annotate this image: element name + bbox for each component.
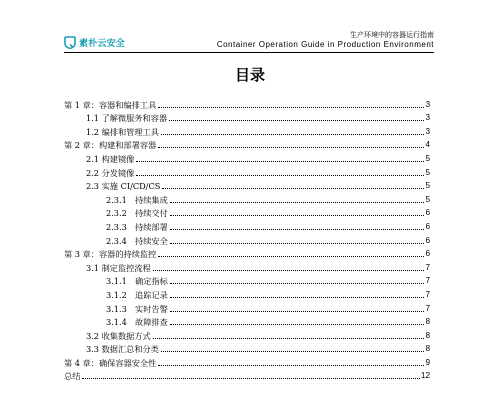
toc-entry-page: 3 bbox=[425, 113, 430, 123]
toc-entry-label: 2.1 构建镜像 bbox=[86, 153, 135, 164]
toc-entry-page: 3 bbox=[425, 99, 430, 109]
toc-entry[interactable] bbox=[64, 259, 430, 273]
toc-leader-dots bbox=[158, 365, 424, 366]
document-title bbox=[217, 31, 434, 50]
toc-entry[interactable] bbox=[64, 368, 430, 382]
toc-leader-dots bbox=[82, 378, 420, 379]
toc-entry-page: 7 bbox=[425, 289, 430, 299]
toc-entry[interactable] bbox=[64, 96, 430, 110]
toc-entry-label: 第 4 章：确保容器安全性 bbox=[64, 357, 157, 368]
toc-entry-label: 2.3.1 持续集成 bbox=[106, 194, 168, 205]
toc-leader-dots bbox=[169, 120, 424, 121]
toc-entry-page: 5 bbox=[425, 167, 430, 177]
toc-entry-page: 3 bbox=[425, 126, 430, 136]
table-of-contents bbox=[64, 96, 430, 381]
toc-entry-label: 3.1.1 确定指标 bbox=[106, 276, 168, 287]
toc-leader-dots bbox=[170, 215, 425, 216]
header-divider bbox=[64, 52, 434, 53]
toc-entry-label: 3.1 制定监控流程 bbox=[86, 262, 151, 273]
toc-leader-dots bbox=[153, 338, 425, 339]
toc-leader-dots bbox=[136, 175, 424, 176]
toc-leader-dots bbox=[170, 283, 425, 284]
toc-entry[interactable] bbox=[64, 232, 430, 246]
toc-entry-label: 3.2 收集数据方式 bbox=[86, 330, 151, 341]
toc-leader-dots bbox=[170, 243, 425, 244]
toc-entry-label: 2.3.2 持续交付 bbox=[106, 208, 168, 219]
toc-entry[interactable] bbox=[64, 123, 430, 137]
toc-entry-page: 8 bbox=[425, 344, 430, 354]
toc-entry[interactable] bbox=[64, 286, 430, 300]
toc-entry[interactable] bbox=[64, 327, 430, 341]
toc-entry-label: 第 1 章：容器和编排工具 bbox=[64, 99, 157, 110]
toc-entry-label: 2.3.3 持续部署 bbox=[106, 221, 168, 232]
toc-leader-dots bbox=[170, 202, 425, 203]
toc-entry-page: 7 bbox=[425, 303, 430, 313]
toc-leader-dots bbox=[158, 107, 424, 108]
toc-entry[interactable] bbox=[64, 341, 430, 355]
toc-entry-label: 1.2 编排和管理工具 bbox=[86, 126, 159, 137]
toc-entry-label: 总结 bbox=[64, 371, 81, 382]
toc-leader-dots bbox=[161, 134, 425, 135]
toc-entry-label: 2.3 实施 CI/CD/CS bbox=[86, 181, 161, 192]
toc-leader-dots bbox=[170, 229, 425, 230]
toc-leader-dots bbox=[170, 297, 425, 298]
toc-entry-page: 5 bbox=[425, 194, 430, 204]
toc-entry-page: 8 bbox=[425, 317, 430, 327]
toc-entry[interactable] bbox=[64, 205, 430, 219]
document-title-cn: 生产环境中的容器运行指南 bbox=[350, 31, 434, 39]
toc-entry-label: 3.3 数据汇总和分类 bbox=[86, 344, 159, 355]
toc-leader-dots bbox=[161, 351, 425, 352]
shield-logo-icon bbox=[64, 36, 76, 49]
toc-entry-page: 7 bbox=[425, 276, 430, 286]
toc-entry[interactable] bbox=[64, 273, 430, 287]
toc-entry[interactable] bbox=[64, 110, 430, 124]
toc-entry[interactable] bbox=[64, 178, 430, 192]
toc-entry-label: 3.1.2 追踪记录 bbox=[106, 289, 168, 300]
toc-leader-dots bbox=[158, 256, 424, 257]
toc-leader-dots bbox=[162, 188, 424, 189]
toc-entry-page: 7 bbox=[425, 262, 430, 272]
toc-leader-dots bbox=[170, 324, 425, 325]
toc-entry-page: 4 bbox=[425, 140, 430, 150]
toc-entry[interactable] bbox=[64, 150, 430, 164]
toc-entry[interactable] bbox=[64, 164, 430, 178]
toc-entry[interactable] bbox=[64, 218, 430, 232]
toc-entry-label: 2.2 分发镜像 bbox=[86, 167, 135, 178]
toc-entry-page: 8 bbox=[425, 330, 430, 340]
toc-entry-page: 6 bbox=[425, 235, 430, 245]
brand-logo bbox=[64, 36, 125, 49]
toc-entry[interactable] bbox=[64, 314, 430, 328]
toc-entry-label: 第 2 章：构建和部署容器 bbox=[64, 140, 157, 151]
toc-entry-page: 6 bbox=[425, 208, 430, 218]
toc-entry-page: 12 bbox=[420, 371, 430, 381]
page-header bbox=[0, 0, 500, 52]
toc-heading: 目录 bbox=[234, 66, 265, 84]
toc-entry-page: 6 bbox=[425, 221, 430, 231]
logo-text: 素朴云安全 bbox=[79, 39, 126, 49]
toc-leader-dots bbox=[158, 147, 424, 148]
toc-entry-label: 3.1.3 实时告警 bbox=[106, 303, 168, 314]
toc-entry[interactable] bbox=[64, 137, 430, 151]
toc-entry[interactable] bbox=[64, 191, 430, 205]
toc-entry[interactable] bbox=[64, 300, 430, 314]
toc-leader-dots bbox=[136, 161, 424, 162]
toc-entry-page: 9 bbox=[425, 357, 430, 367]
toc-entry-page: 5 bbox=[425, 153, 430, 163]
toc-leader-dots bbox=[153, 270, 425, 271]
toc-entry-label: 3.1.4 故障排查 bbox=[106, 317, 168, 328]
toc-leader-dots bbox=[170, 311, 425, 312]
document-title-en: Container Operation Guide in Production Environment bbox=[216, 40, 434, 49]
toc-entry-page: 5 bbox=[425, 181, 430, 191]
toc-entry-label: 1.1 了解微服务和容器 bbox=[86, 113, 168, 124]
toc-entry-label: 第 3 章：容器的持续监控 bbox=[64, 249, 157, 260]
toc-entry-page: 6 bbox=[425, 249, 430, 259]
toc-entry[interactable] bbox=[64, 246, 430, 260]
toc-entry[interactable] bbox=[64, 354, 430, 368]
toc-entry-label: 2.3.4 持续安全 bbox=[106, 235, 168, 246]
